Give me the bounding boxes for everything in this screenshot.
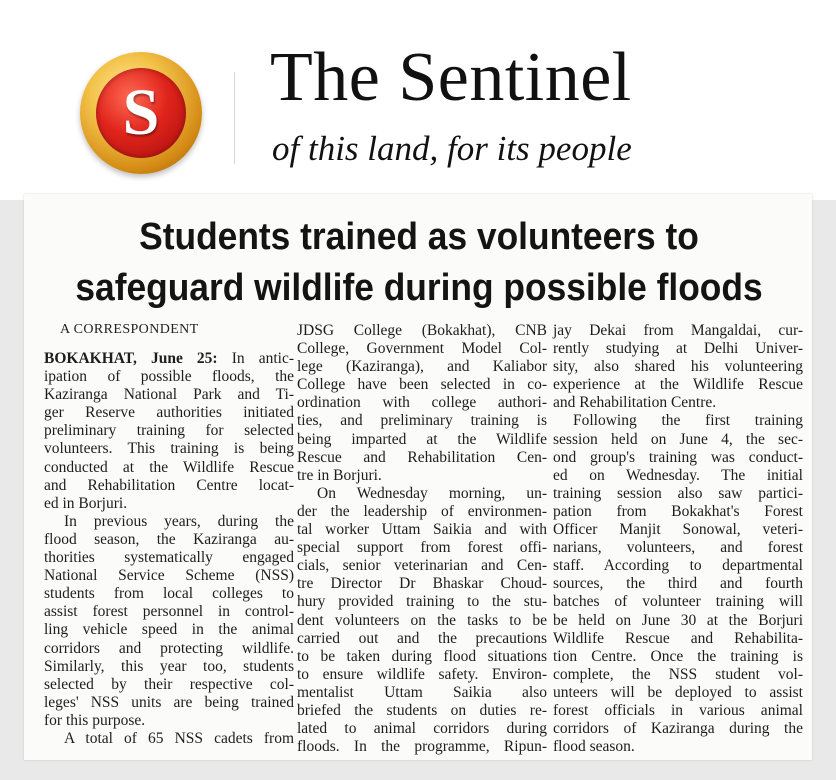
text-line: hury provided training to the stu- [297, 593, 547, 611]
text-line: ling vehicle speed in the animal [44, 621, 294, 639]
text-line: rently studying at Delhi Univer- [553, 340, 803, 358]
text-line: jay Dekai from Mangaldai, cur- [553, 322, 803, 339]
text-line: dent volunteers on the tasks to be [297, 611, 547, 629]
text-fragment: In antic- [217, 350, 294, 367]
text-line: Kaziranga National Park and Ti- [44, 386, 294, 404]
article-headline [70, 212, 768, 314]
text-line: students from local colleges to [44, 585, 294, 603]
text-line: College have been selected in co- [297, 376, 547, 394]
text-line: for this purpose. [44, 711, 146, 729]
text-line: A total of 65 NSS cadets from [64, 729, 294, 747]
text-line: preliminary training for selected [44, 422, 294, 440]
text-line: assist forest personnel in control- [44, 603, 294, 621]
text-line: cials, senior veterinarian and Cen- [297, 557, 547, 575]
text-line: ger Reserve authorities initiated [44, 404, 294, 422]
text-line: tion Centre. Once the training is [553, 647, 803, 665]
text-line: mentalist Uttam Saikia also [297, 683, 547, 701]
text-line: training session also saw partici- [553, 484, 803, 502]
text-line: pation from Bokakhat's Forest [553, 502, 803, 520]
text-line: volunteers. This training is being [44, 440, 294, 458]
text-line: ed on Wednesday. The initial [553, 466, 803, 484]
text-line: Following the first training [573, 412, 803, 430]
article-column-2 [297, 322, 547, 756]
text-line: to ensure wildlife safety. Environ- [297, 665, 547, 683]
text-line: JDSG College (Bokakhat), CNB [297, 322, 547, 339]
text-line: In previous years, during the [64, 512, 294, 530]
logo-letter: S [122, 76, 160, 149]
masthead-divider [234, 72, 235, 164]
text-line: On Wednesday morning, un- [317, 484, 547, 502]
article-dateline: BOKAKHAT, June 25: [44, 350, 218, 367]
text-line: Wildlife Rescue and Rehabilita- [553, 629, 803, 647]
article-column-3 [553, 322, 803, 756]
logo-red-disc [96, 68, 186, 158]
text-line: tre in Borjuri. [297, 466, 382, 484]
text-line: tre Director Dr Bhaskar Choud- [297, 575, 547, 593]
text-line: sity, also shared his volunteering [553, 358, 803, 376]
text-line: ond group's training was conduct- [553, 448, 803, 466]
text-line: ties, and preliminary training is [297, 412, 547, 430]
text-line: staff. According to departmental [553, 557, 803, 575]
text-line: be held on June 30 at the Borjuri [553, 611, 803, 629]
text-line: floods. In the programme, Ripun- [297, 738, 547, 756]
text-line: leges' NSS units are being trained [44, 693, 294, 711]
text-line: narians, volunteers, and forest [553, 539, 803, 557]
text-line: der the leadership of environmen- [297, 502, 547, 520]
newspaper-tagline: of this land, for its people [272, 129, 632, 168]
text-line: lated to animal corridors during [297, 720, 547, 738]
text-line: conducted at the Wildlife Rescue [44, 458, 294, 476]
text-line: College, Government Model Col- [297, 340, 547, 358]
text-line: corridors and protecting wildlife. [44, 639, 294, 657]
text-line: thorities systematically engaged [44, 549, 294, 567]
text-line: ipation of possible floods, the [44, 368, 294, 386]
sentinel-logo [80, 52, 202, 174]
text-line: experience at the Wildlife Rescue [553, 376, 803, 394]
article-byline: A CORRESPONDENT [60, 322, 199, 337]
text-line: flood season, the Kaziranga au- [44, 530, 294, 548]
text-line: to be taken during flood situations [297, 647, 547, 665]
headline-line-2: safeguard wildlife during possible floods [75, 267, 763, 309]
text-line: session held on June 4, the sec- [553, 430, 803, 448]
text-line: tal worker Uttam Saikia and with [297, 521, 547, 539]
text-line: Officer Manjit Sonowal, veteri- [553, 521, 803, 539]
text-line: Rescue and Rehabilitation Cen- [297, 448, 547, 466]
text-line: ordination with college authori- [297, 394, 547, 412]
text-line: selected by their respective col- [44, 675, 294, 693]
headline-line-1: Students trained as volunteers to [139, 216, 699, 258]
text-line [44, 350, 294, 368]
article-column-1 [44, 350, 294, 748]
text-line: ed in Borjuri. [44, 494, 128, 512]
text-line: sources, the third and fourth [553, 575, 803, 593]
text-line: special support from forest offi- [297, 539, 547, 557]
newspaper-title: The Sentinel [270, 39, 632, 116]
text-line: Similarly, this year too, students [44, 657, 294, 675]
text-line: and Rehabilitation Centre locat- [44, 476, 294, 494]
text-line: lege (Kaziranga), and Kaliabor [297, 358, 547, 376]
text-line: unteers will be deployed to assist [553, 683, 803, 701]
article-clipping [24, 194, 812, 760]
text-line: and Rehabilitation Centre. [553, 394, 717, 412]
text-line: being imparted at the Wildlife [297, 430, 547, 448]
text-line: carried out and the precautions [297, 629, 547, 647]
text-line: batches of volunteer training will [553, 593, 803, 611]
text-line: complete, the NSS student vol- [553, 665, 803, 683]
masthead [0, 0, 836, 200]
text-line: flood season. [553, 738, 635, 756]
text-line: corridors of Kaziranga during the [553, 720, 803, 738]
text-line: briefed the students on duties re- [297, 701, 547, 719]
text-line: National Service Scheme (NSS) [44, 567, 294, 585]
text-line: forest officials in various animal [553, 701, 803, 719]
